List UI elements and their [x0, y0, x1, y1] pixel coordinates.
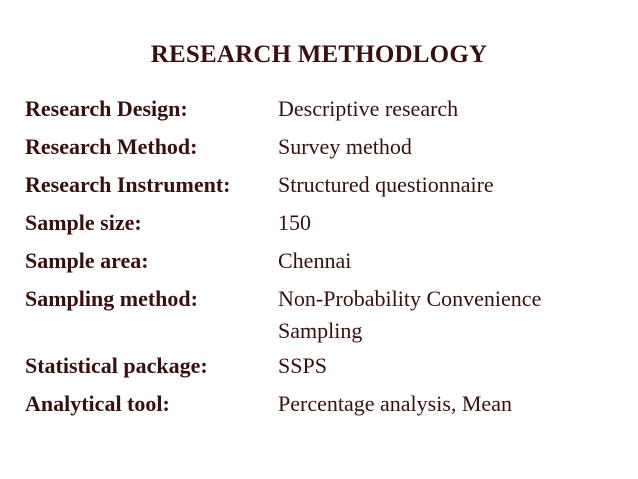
sampling-method-value-line-1: Non-Probability Convenience: [278, 286, 542, 311]
row-sample-area: [25, 242, 625, 280]
row-sample-size: [25, 204, 625, 242]
statistical-package-value: SSPS: [278, 353, 327, 378]
sampling-method-value-line-2: Sampling: [278, 318, 363, 343]
research-design-label: Research Design:: [25, 96, 188, 121]
row-analytical-tool: [25, 385, 625, 423]
analytical-tool-label: Analytical tool:: [25, 391, 170, 416]
sampling-method-value: [278, 280, 625, 347]
sample-area-label: Sample area:: [25, 248, 149, 273]
research-design-value: Descriptive research: [278, 96, 459, 121]
row-research-method: [25, 128, 625, 166]
research-method-label: Research Method:: [25, 134, 198, 159]
analytical-tool-value: Percentage analysis, Mean: [278, 391, 512, 416]
research-method-value: Survey method: [278, 134, 412, 159]
research-instrument-label: Research Instrument:: [25, 172, 231, 197]
sample-size-label: Sample size:: [25, 210, 142, 235]
row-research-design: [25, 90, 625, 128]
statistical-package-label: Statistical package:: [25, 353, 208, 378]
methodology-list: [25, 90, 625, 423]
row-statistical-package: [25, 347, 625, 385]
page-title: RESEARCH METHODLOGY: [150, 41, 488, 68]
sample-size-value: 150: [278, 210, 311, 235]
sample-area-value: Chennai: [278, 248, 352, 273]
row-research-instrument: [25, 166, 625, 204]
research-instrument-value: Structured questionnaire: [278, 172, 494, 197]
row-sampling-method: [25, 280, 625, 347]
sampling-method-label: Sampling method:: [25, 286, 198, 311]
